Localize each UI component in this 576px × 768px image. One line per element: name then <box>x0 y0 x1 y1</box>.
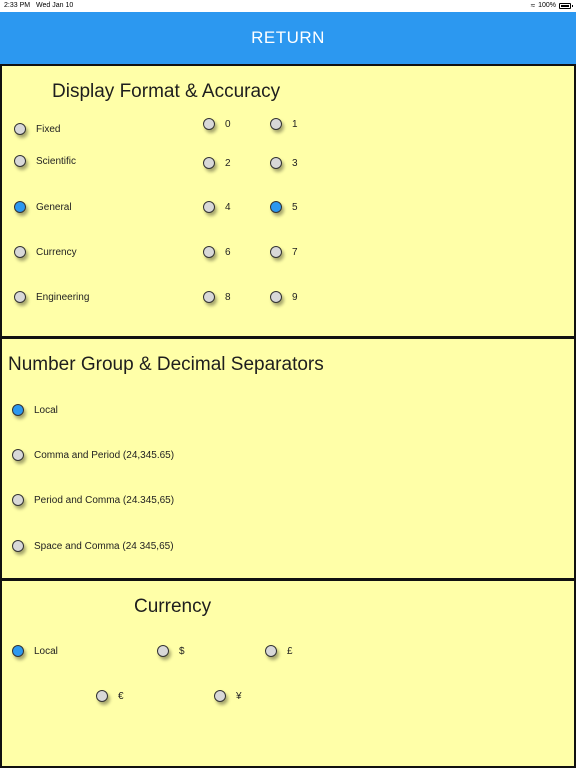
currency-option-local[interactable] <box>12 645 58 657</box>
option-label: £ <box>287 645 293 657</box>
digits-option-8[interactable] <box>203 291 231 303</box>
currency-option-dollar[interactable] <box>157 645 185 657</box>
radio-button[interactable] <box>203 246 215 258</box>
currency-option-yen[interactable] <box>214 690 242 702</box>
format-option-scientific[interactable] <box>14 155 76 167</box>
separators-section-title: Number Group & Decimal Separators <box>8 354 324 375</box>
status-time: 2:33 PM <box>4 2 31 9</box>
radio-button[interactable] <box>270 246 282 258</box>
separator-option-local[interactable] <box>12 404 58 416</box>
option-label: ¥ <box>236 690 242 702</box>
option-label: Scientific <box>36 155 77 167</box>
digits-option-2[interactable] <box>203 157 231 169</box>
option-label: 8 <box>225 291 231 303</box>
format-section-title: Display Format & Accuracy <box>52 81 281 102</box>
format-option-general[interactable] <box>14 201 72 213</box>
radio-button[interactable] <box>12 404 24 416</box>
radio-button[interactable] <box>270 291 282 303</box>
currency-option-euro[interactable] <box>96 690 124 702</box>
radio-button[interactable] <box>96 690 108 702</box>
status-right <box>531 2 571 9</box>
option-label: General <box>36 201 72 213</box>
option-label: 3 <box>292 157 298 169</box>
battery-percent: 100% <box>538 2 556 9</box>
radio-button[interactable] <box>12 494 24 506</box>
status-date: Wed Jan 10 <box>36 2 74 9</box>
radio-button[interactable] <box>14 246 26 258</box>
format-option-currency[interactable] <box>14 246 77 258</box>
radio-button[interactable] <box>12 449 24 461</box>
option-label: Period and Comma (24.345,65) <box>34 494 175 506</box>
currency-option-pound[interactable] <box>265 645 293 657</box>
option-label: $ <box>179 645 185 657</box>
radio-button[interactable] <box>203 118 215 130</box>
option-label: Local <box>34 645 58 657</box>
digits-option-1[interactable] <box>270 118 298 130</box>
option-label: Fixed <box>36 123 61 135</box>
option-label: 5 <box>292 201 298 213</box>
option-label: 0 <box>225 118 231 130</box>
option-label: 7 <box>292 246 298 258</box>
digits-option-0[interactable] <box>203 118 231 130</box>
radio-button[interactable] <box>270 201 282 213</box>
radio-button[interactable] <box>12 540 24 552</box>
digits-option-7[interactable] <box>270 246 298 258</box>
return-button[interactable]: RETURN <box>0 12 576 64</box>
option-label: 1 <box>292 118 298 130</box>
option-label: Space and Comma (24 345,65) <box>34 540 174 552</box>
radio-button[interactable] <box>270 157 282 169</box>
option-label: 9 <box>292 291 298 303</box>
radio-button[interactable] <box>157 645 169 657</box>
option-label: 6 <box>225 246 231 258</box>
radio-button[interactable] <box>265 645 277 657</box>
option-label: Currency <box>36 246 77 258</box>
radio-button[interactable] <box>14 201 26 213</box>
radio-button[interactable] <box>270 118 282 130</box>
option-label: Local <box>34 404 58 416</box>
option-label: 4 <box>225 201 231 213</box>
radio-button[interactable] <box>14 291 26 303</box>
separator-option-space-comma[interactable] <box>12 540 174 552</box>
currency-panel <box>0 579 576 768</box>
option-label: 2 <box>225 157 231 169</box>
radio-button[interactable] <box>214 690 226 702</box>
wifi-icon: ≈ <box>530 0 536 10</box>
radio-button[interactable] <box>14 123 26 135</box>
radio-button[interactable] <box>203 157 215 169</box>
digits-option-9[interactable] <box>270 291 298 303</box>
digits-option-4[interactable] <box>203 201 231 213</box>
radio-button[interactable] <box>14 155 26 167</box>
format-option-engineering[interactable] <box>14 291 89 303</box>
format-option-fixed[interactable] <box>14 123 60 135</box>
currency-section-title: Currency <box>134 596 212 617</box>
separator-option-comma-period[interactable] <box>12 449 174 461</box>
option-label: € <box>118 690 124 702</box>
digits-option-5[interactable] <box>270 201 298 213</box>
option-label: Comma and Period (24,345.65) <box>34 449 175 461</box>
digits-option-3[interactable] <box>270 157 298 169</box>
radio-button[interactable] <box>203 201 215 213</box>
digits-option-6[interactable] <box>203 246 231 258</box>
separators-panel <box>0 337 576 580</box>
separator-option-period-comma[interactable] <box>12 494 174 506</box>
radio-button[interactable] <box>203 291 215 303</box>
option-label: Engineering <box>36 291 90 303</box>
battery-icon <box>559 3 571 9</box>
radio-button[interactable] <box>12 645 24 657</box>
status-bar <box>0 0 576 12</box>
format-panel <box>0 64 576 338</box>
